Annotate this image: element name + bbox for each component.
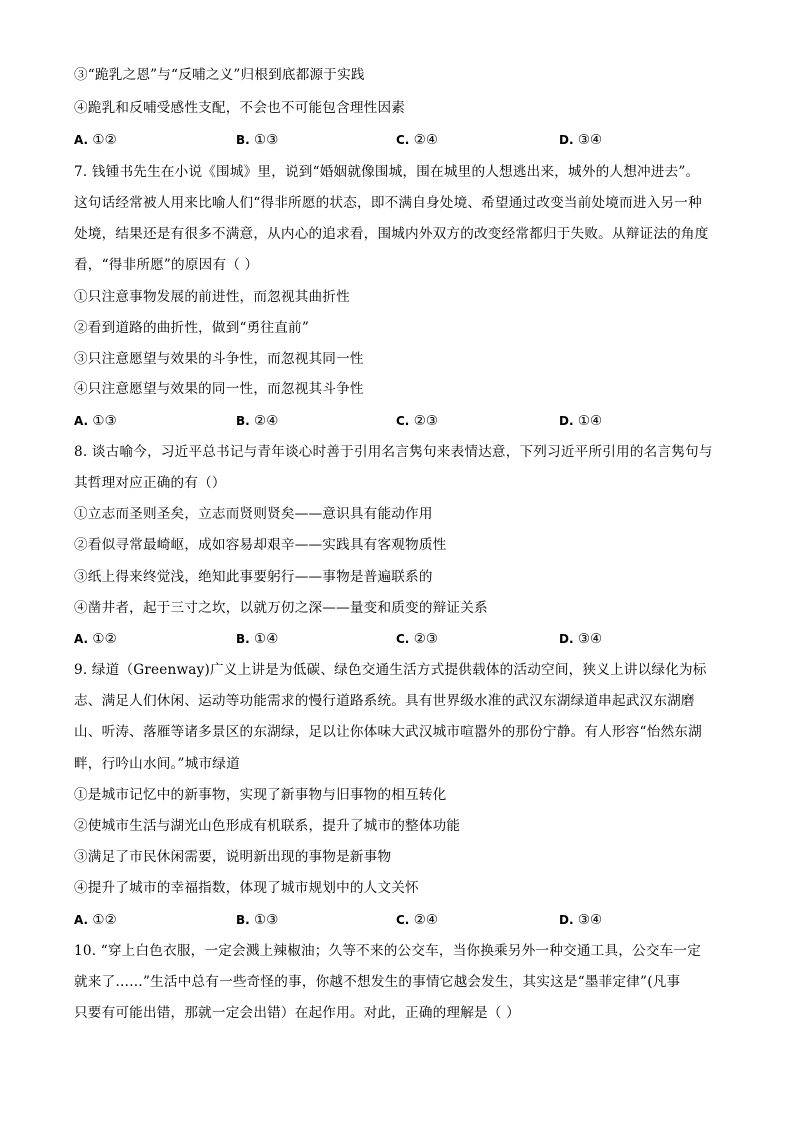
q8-option-a[interactable]: A. ①②: [74, 631, 117, 647]
q8-option-c[interactable]: C. ②③: [396, 631, 439, 647]
q7-stem-line-4: 看，“得非所愿”的原因有（ ）: [74, 257, 259, 273]
q9-option-c[interactable]: C. ②④: [396, 912, 439, 928]
q8-stem-line-1: 8. 谈古喻今，习近平总书记与青年谈心时善于引用名言隽句来表情达意，下列习近平所引用的名言隽句与: [74, 444, 713, 460]
q8-options: [74, 630, 724, 648]
q10-stem-line-1: 10. “穿上白色衣服，一定会溅上辣椒油；久等不来的公交车，当你换乘另外一种交通工具，公交车一定: [74, 943, 702, 959]
q7-option-b[interactable]: B. ②④: [236, 413, 279, 429]
q8-option-d[interactable]: D. ③④: [559, 631, 603, 647]
q7-statement-4: ④只注意愿望与效果的同一性，而忽视其斗争性: [74, 381, 364, 397]
q8-statement-1: ①立志而圣则圣矣，立志而贤则贤矣——意识具有能动作用: [74, 506, 433, 522]
q7-statement-3: ③只注意愿望与效果的斗争性，而忽视其同一性: [74, 351, 364, 367]
q9-stem-line-2: 志、满足人们休闲、运动等功能需求的慢行道路系统。具有世界级水准的武汉东湖绿道串起武汉东湖磨: [74, 693, 695, 709]
q7-stem-line-3: 处境，结果还是有很多不满意，从内心的追求看，围城内外双方的改变经常都归于失败。从辩证法的角度: [74, 226, 709, 242]
q6-option-c[interactable]: C. ②④: [396, 132, 439, 148]
q9-statement-4: ④提升了城市的幸福指数，体现了城市规划中的人文关怀: [74, 880, 419, 896]
q6-statement-4: ④跪乳和反哺受感性支配，不会也不可能包含理性因素: [74, 100, 406, 116]
q8-statement-4: ④凿井者，起于三寸之坎，以就万仞之深——量变和质变的辩证关系: [74, 600, 488, 616]
q9-stem-line-3: 山、听涛、落雁等诸多景区的东湖绿，足以让你体味大武汉城市喧嚣外的那份宁静。有人形容“怡然东湖: [74, 724, 702, 740]
q10-stem-line-2: 就来了……”生活中总有一些奇怪的事，你越不想发生的事情它越会发生，其实这是“墨菲定律”(凡事: [74, 974, 681, 990]
q9-options: [74, 911, 724, 929]
q9-stem-line-1: 9. 绿道（Greenway)广义上讲是为低碳、绿色交通生活方式提供载体的活动空间，狭义上讲以绿化为标: [74, 662, 707, 678]
q9-option-b[interactable]: B. ①③: [236, 912, 279, 928]
q6-options: [74, 131, 724, 149]
q7-statement-1: ①只注意事物发展的前进性，而忽视其曲折性: [74, 289, 350, 305]
q6-statement-3: ③“跪乳之恩”与“反哺之义”归根到底都源于实践: [74, 67, 365, 83]
q9-option-d[interactable]: D. ③④: [559, 912, 603, 928]
q8-statement-3: ③纸上得来终觉浅，绝知此事要躬行——事物是普遍联系的: [74, 569, 433, 585]
q6-option-d[interactable]: D. ③④: [559, 132, 603, 148]
q9-statement-3: ③满足了市民休闲需要，说明新出现的事物是新事物: [74, 849, 392, 865]
q7-statement-2: ②看到道路的曲折性，做到“勇往直前”: [74, 320, 309, 336]
q9-statement-1: ①是城市记忆中的新事物，实现了新事物与旧事物的相互转化: [74, 787, 447, 803]
q9-stem-line-4: 畔，行吟山水间。”城市绿道: [74, 756, 240, 772]
q8-stem-line-2: 其哲理对应正确的有（）: [74, 475, 226, 491]
q9-statement-2: ②使城市生活与湖光山色形成有机联系，提升了城市的整体功能: [74, 818, 461, 834]
q7-option-c[interactable]: C. ②③: [396, 413, 439, 429]
q7-option-d[interactable]: D. ①④: [559, 413, 603, 429]
q8-option-b[interactable]: B. ①④: [236, 631, 279, 647]
q7-stem-line-1: 7. 钱锺书先生在小说《围城》里，说到“婚姻就像围城，围在城里的人想逃出来，城外的人想冲进去”。: [74, 164, 700, 180]
q9-option-a[interactable]: A. ①②: [74, 912, 117, 928]
q8-statement-2: ②看似寻常最崎岖，成如容易却艰辛——实践具有客观物质性: [74, 537, 447, 553]
q7-stem-line-2: 这句话经常被人用来比喻人们“得非所愿的状态，即不满自身处境、希望通过改变当前处境而进入另一种: [74, 195, 702, 211]
q7-option-a[interactable]: A. ①③: [74, 413, 117, 429]
q10-stem-line-3: 只要有可能出错，那就一定会出错）在起作用。对此，正确的理解是（ ）: [74, 1005, 520, 1021]
q6-option-b[interactable]: B. ①③: [236, 132, 279, 148]
q6-option-a[interactable]: A. ①②: [74, 132, 117, 148]
q7-options: [74, 412, 724, 430]
